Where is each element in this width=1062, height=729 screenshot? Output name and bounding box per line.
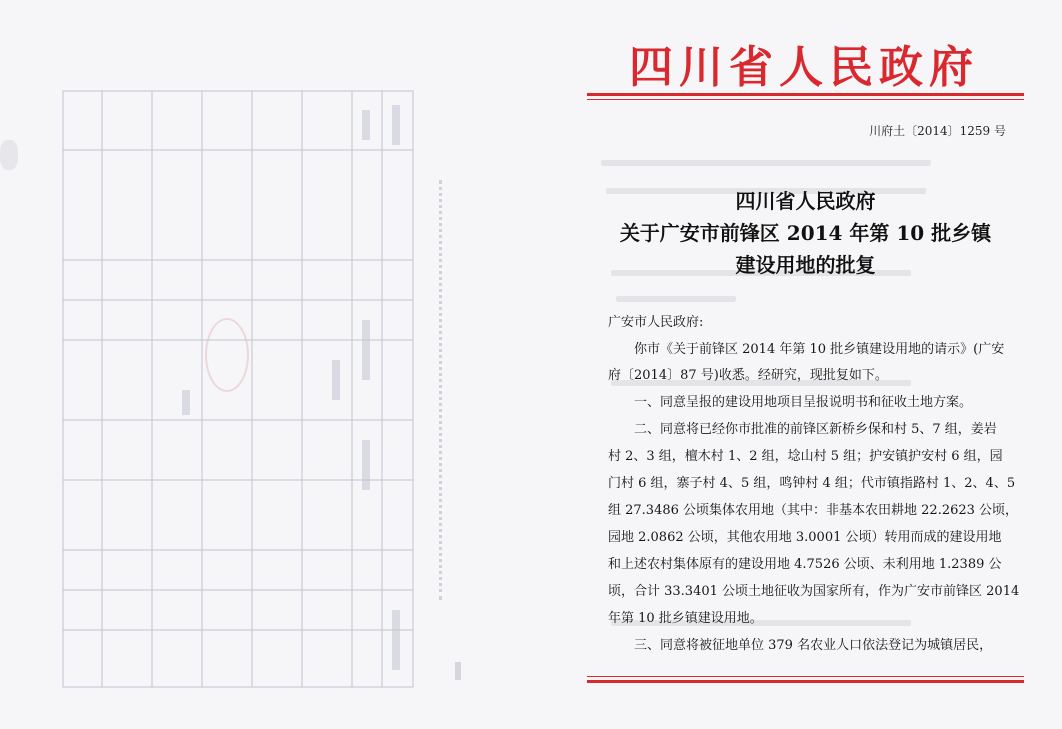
document-title-line-3: 建设用地的批复 xyxy=(735,253,876,277)
body-line: 年第 10 批乡镇建设用地。 xyxy=(608,611,763,626)
bleed-through-seal xyxy=(205,318,249,392)
bleed-through-table-grid xyxy=(62,90,414,688)
body-line: 园地 2.0862 公顷，其他农用地 3.0001 公顷）转用而成的建设用地 xyxy=(608,530,1002,545)
footer-red-rule xyxy=(587,680,1024,683)
document-title-line-1: 四川省人民政府 xyxy=(735,189,876,213)
bleed-through-line xyxy=(601,160,931,166)
body-line: 门村 6 组，寨子村 4、5 组，鸣钟村 4 组；代市镇指路村 1、2、4、5 xyxy=(608,476,1016,491)
letterhead-red-rule xyxy=(587,93,1024,96)
body-line: 村 2、3 组，檀木村 1、2 组，埝山村 5 组；护安镇护安村 6 组，园 xyxy=(608,449,1003,464)
body-line: 二、同意将已经你市批准的前锋区新桥乡保和村 5、7 组，姜岩 xyxy=(634,422,997,437)
government-letterhead-title: 四川省人民政府 xyxy=(629,42,979,93)
body-line: 一、同意呈报的建设用地项目呈报说明书和征收土地方案。 xyxy=(634,395,973,410)
footer-red-rule-thin xyxy=(587,676,1024,677)
bleed-through-caption xyxy=(430,180,452,600)
bleed-through-line xyxy=(616,296,736,302)
letterhead-red-rule-thin xyxy=(587,99,1024,100)
body-line: 三、同意将被征地单位 379 名农业人口依法登记为城镇居民， xyxy=(634,638,993,653)
bleed-through-page-number xyxy=(455,662,461,680)
bleed-through-table xyxy=(62,90,414,688)
page-smudge xyxy=(0,140,18,170)
body-line: 组 27.3486 公顷集体农用地（其中：非基本农田耕地 22.2623 公顷， xyxy=(608,503,1019,518)
body-line: 顷，合计 33.3401 公顷土地征收为国家所有，作为广安市前锋区 2014 xyxy=(608,584,1020,599)
document-title-line-2: 关于广安市前锋区 2014 年第 10 批乡镇 xyxy=(619,221,992,245)
body-line: 府〔2014〕87 号)收悉。经研究，现批复如下。 xyxy=(608,368,888,383)
body-line: 你市《关于前锋区 2014 年第 10 批乡镇建设用地的请示》(广安 xyxy=(634,342,1005,357)
salutation: 广安市人民政府: xyxy=(608,315,704,330)
document-number: 川府土〔2014〕1259 号 xyxy=(869,124,1006,138)
body-line: 和上述农村集体原有的建设用地 4.7526 公顷、未利用地 1.2389 公 xyxy=(608,557,1002,572)
